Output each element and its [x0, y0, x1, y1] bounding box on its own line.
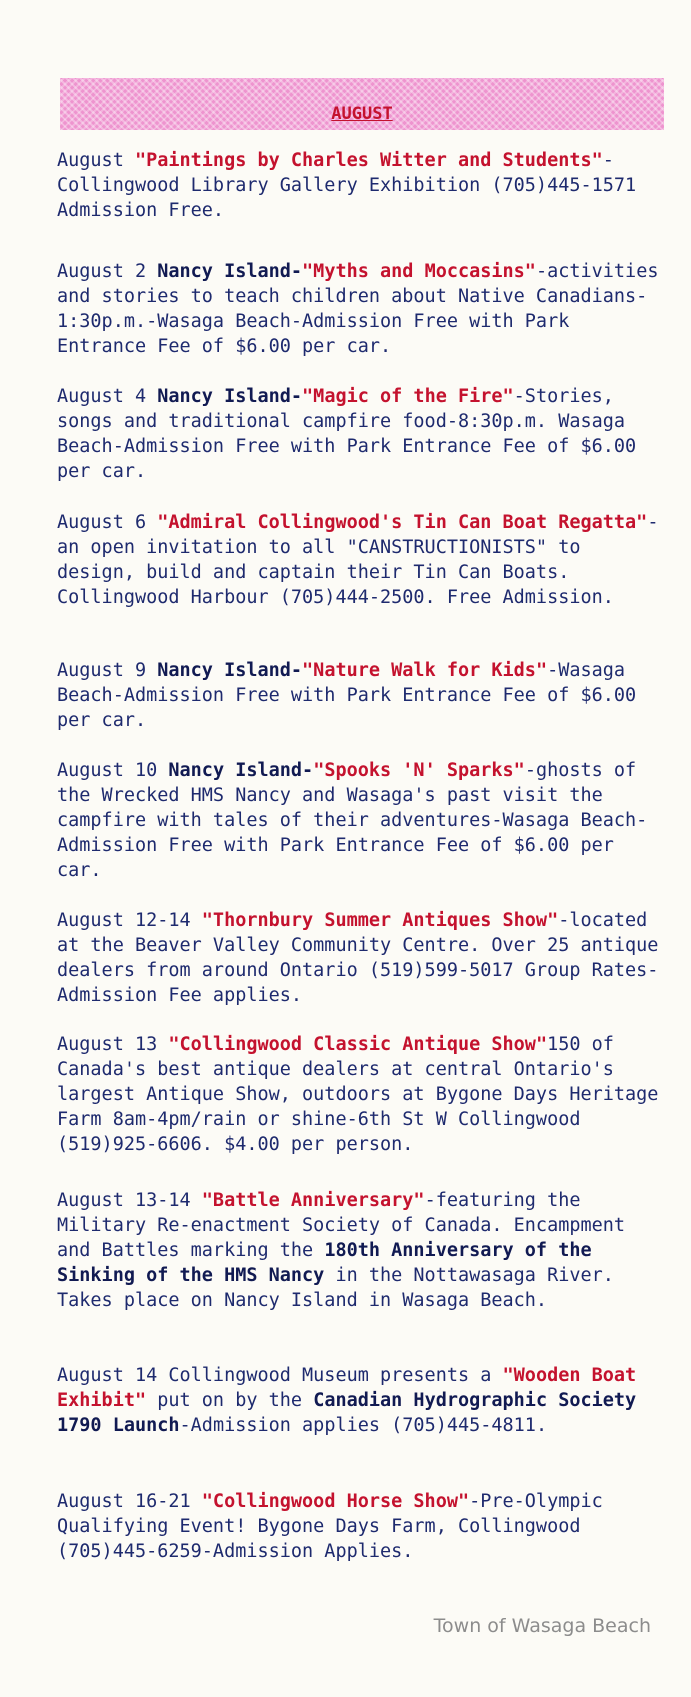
event-details-end: -Admission applies (705)445-4811. [179, 1415, 548, 1436]
event-title: "Battle Anniversary" [201, 1190, 425, 1211]
event-date: August 6 [57, 512, 158, 533]
event-venue: Nancy Island- [157, 261, 303, 282]
event-title: "Thornbury Summer Antiques Show" [201, 910, 559, 931]
event-date: August [57, 150, 135, 171]
event-title: "Spooks 'N' Sparks" [313, 760, 525, 781]
event-date: August 9 [57, 660, 158, 681]
event-highlight: 180th Anniversary of the Sinking of the HMS Nancy [57, 1240, 592, 1286]
event-item [57, 1489, 667, 1564]
event-title: "Wooden Boat Exhibit" [57, 1365, 637, 1411]
event-title: "Magic of the Fire" [302, 386, 514, 407]
event-item [57, 758, 667, 883]
event-item [57, 1188, 667, 1313]
event-details: -an open invitation to all "CANSTRUCTIONISTS" to design, build and captain their Tin Can Boats. Collingwood Harbour (705)444-2500. Free Admission. [57, 512, 659, 608]
event-item [57, 1032, 667, 1157]
event-details: -featuring the Military Re-enactment Society of Canada. Encampment and Battles marking the [57, 1190, 626, 1261]
event-details: -ghosts of the Wrecked HMS Nancy and Wasaga's past visit the campfire with tales of their adventures-Wasaga Beach-Admission Free with Park Entrance Fee of $6.00 per car. [57, 760, 648, 881]
event-venue: Nancy Island- [168, 760, 314, 781]
event-details: -located at the Beaver Valley Community Centre. Over 25 antique dealers from around Ontario (519)599-5017 Group Rates-Admission Fee applies. [57, 910, 659, 1006]
event-details: put on by the [146, 1390, 314, 1411]
event-item [57, 1363, 667, 1438]
event-date: August 2 [57, 261, 158, 282]
event-details: -Stories, songs and traditional campfire food-8:30p.m. Wasaga Beach-Admission Free with Park Entrance Fee of $6.00 per car. [57, 386, 637, 482]
event-item [57, 908, 667, 1008]
event-item [57, 510, 667, 610]
event-item [57, 148, 667, 223]
event-title: "Nature Walk for Kids" [302, 660, 548, 681]
month-banner [60, 78, 664, 130]
event-venue: Nancy Island- [157, 660, 303, 681]
event-item [57, 658, 667, 733]
event-item [57, 384, 667, 484]
event-title: "Myths and Moccasins" [302, 261, 536, 282]
month-heading: AUGUST [331, 104, 393, 124]
event-details-end: in the Nottawasaga River. Takes place on Nancy Island in Wasaga Beach. [57, 1265, 614, 1311]
event-title: "Collingwood Classic Antique Show" [168, 1034, 548, 1055]
event-date: August 14 Collingwood Museum presents a [57, 1365, 503, 1386]
event-date: August 16-21 [57, 1491, 202, 1512]
event-highlight: Canadian Hydrographic Society 1790 Launch [57, 1390, 637, 1436]
event-details: -activities and stories to teach children about Native Canadians-1:30p.m.-Wasaga Beach-Admission Free with Park Entrance Fee of $6.00 per car. [57, 261, 659, 357]
event-title: "Collingwood Horse Show" [201, 1491, 470, 1512]
source-watermark: Town of Wasaga Beach [433, 1615, 651, 1637]
event-date: August 4 [57, 386, 158, 407]
event-details: -Pre-Olympic Qualifying Event! Bygone Days Farm, Collingwood (705)445-6259-Admission Applies. [57, 1491, 603, 1562]
event-venue: Nancy Island- [157, 386, 303, 407]
event-details: -Wasaga Beach-Admission Free with Park Entrance Fee of $6.00 per car. [57, 660, 637, 731]
event-date: August 13 [57, 1034, 169, 1055]
event-details: -Collingwood Library Gallery Exhibition (705)445-1571 Admission Free. [57, 150, 637, 221]
event-date: August 10 [57, 760, 169, 781]
event-title: "Paintings by Charles Witter and Students" [134, 150, 603, 171]
event-date: August 12-14 [57, 910, 202, 931]
event-item [57, 259, 667, 359]
event-title: "Admiral Collingwood's Tin Can Boat Regatta" [157, 512, 648, 533]
event-date: August 13-14 [57, 1190, 202, 1211]
event-details: 150 of Canada's best antique dealers at central Ontario's largest Antique Show, outdoors at Bygone Days Heritage Farm 8am-4pm/rain or shine-6th St W Collingwood (519)925-6606. $4.00 per person. [57, 1034, 659, 1155]
